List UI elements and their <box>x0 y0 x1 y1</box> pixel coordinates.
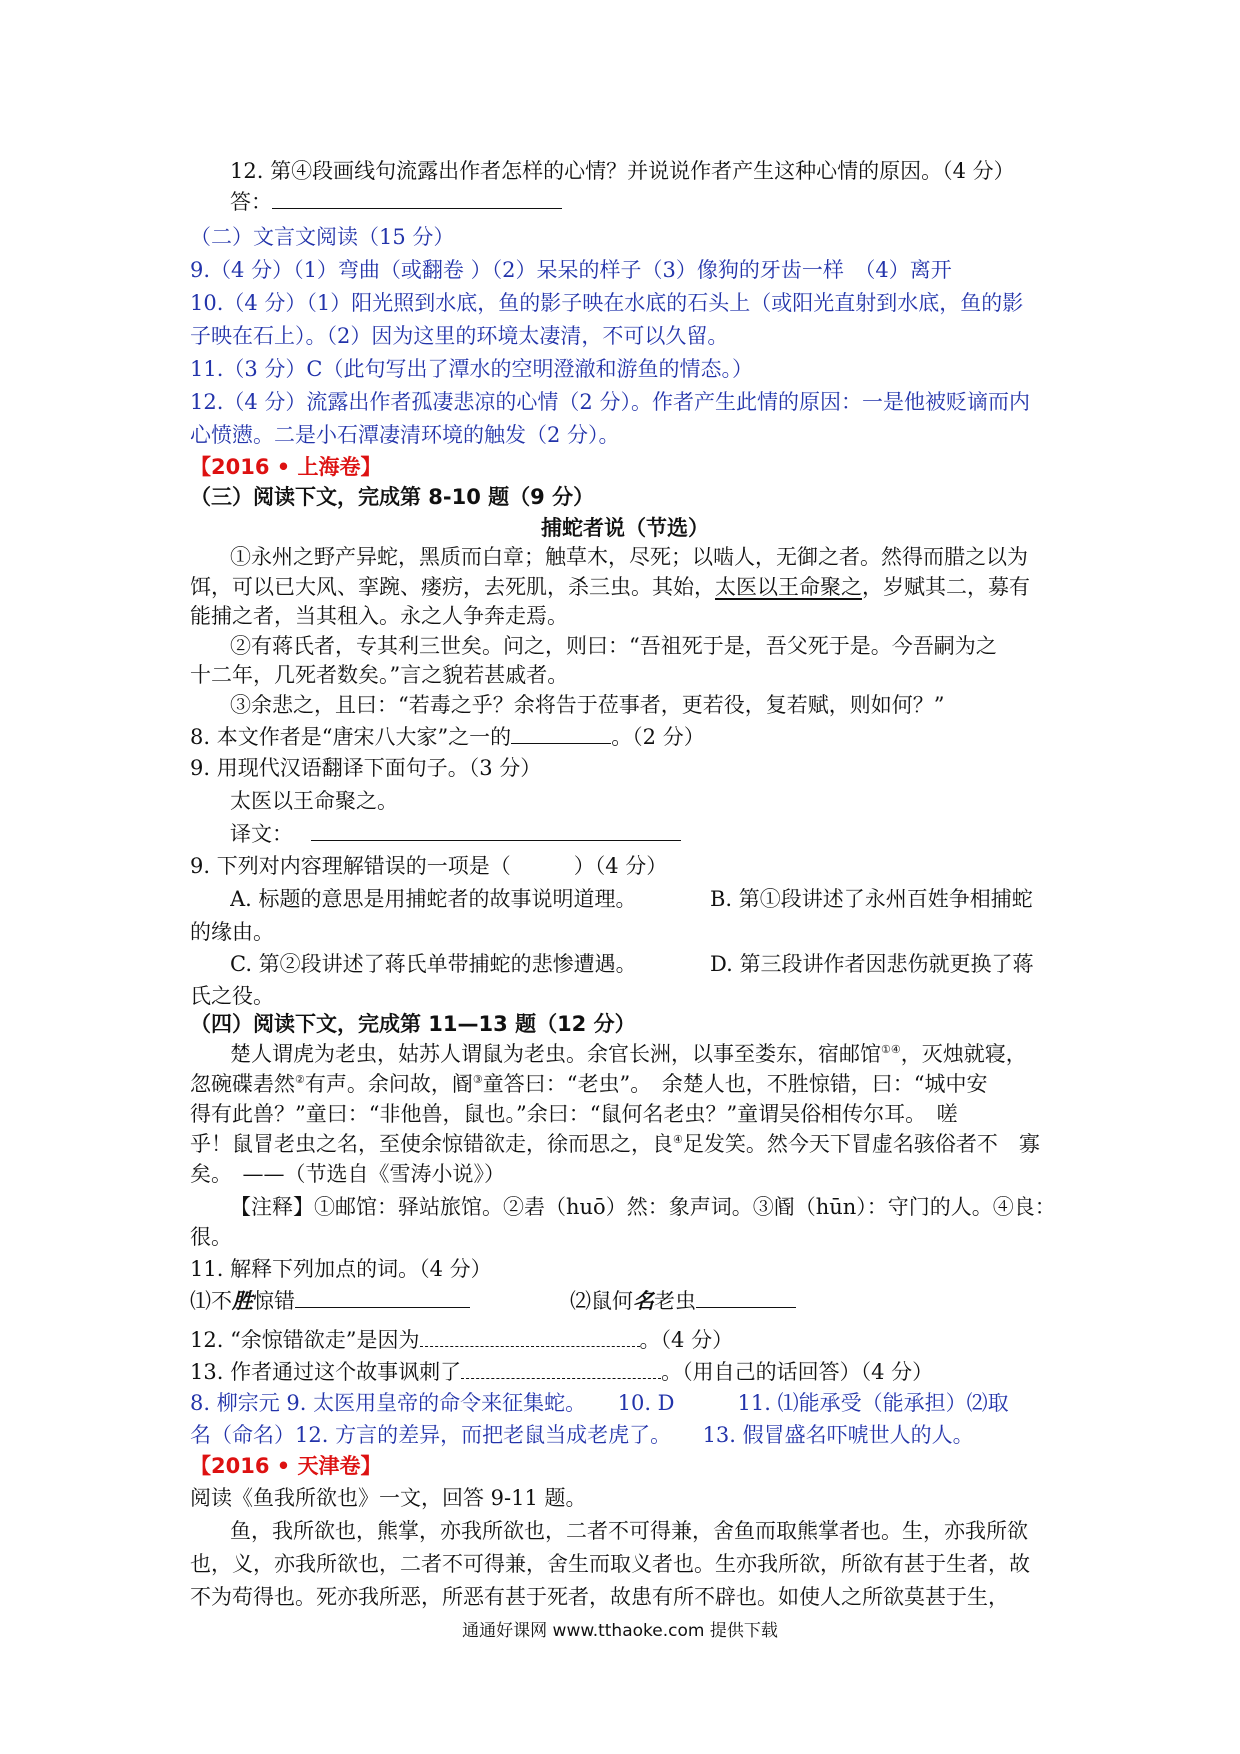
answer-blank[interactable] <box>272 186 562 209</box>
option-d-cont: 氏之役。 <box>190 984 274 1008</box>
section4-p-line1: 楚人谓虎为老虫，姑苏人谓鼠为老虫。余官长洲，以事至娄东，宿邮馆①④，灭烛就寝， <box>230 1042 1027 1066</box>
passage-title: 捕蛇者说（节选） <box>541 516 709 540</box>
section4-p-line4: 乎！鼠冒老虫之名，至使余惊错欲走，徐而思之，良④足发笑。然今天下冒虚名骇俗者不 寡 <box>190 1132 1040 1156</box>
question-8: 8. 本文作者是“唐宋八大家”之一的 。（2 分） <box>190 721 1060 752</box>
tianjin-p-line2: 也，义，亦我所欲也，二者不可得兼，舍生而取义者也。生亦我所欲，所欲有甚于生者，故 <box>190 1552 1030 1576</box>
answer-label: 答： <box>230 190 272 214</box>
tianjin-tag: 【2016 • 天津卷】 <box>190 1454 382 1478</box>
passage-p1-line3: 能捕之者，当其租入。永之人争奔走焉。 <box>190 604 568 628</box>
section4-answers-line2: 名（命名）12. 方言的差异，而把老鼠当成老虎了。 13. 假冒盛名吓唬世人的人。 <box>190 1423 974 1447</box>
tianjin-intro: 阅读《鱼我所欲也》一文，回答 9-11 题。 <box>190 1486 587 1510</box>
answer-11: 11.（3 分）C（此句写出了潭水的空明澄澈和游鱼的情态。） <box>190 357 753 381</box>
question-11: 11. 解释下列加点的词。（4 分） <box>190 1257 492 1281</box>
question-9-sentence: 太医以王命聚之。 <box>230 789 398 813</box>
section2-heading: （二）文言文阅读（15 分） <box>190 225 455 249</box>
page-footer: 通通好课网 www.tthaoke.com 提供下载 <box>462 1621 778 1641</box>
question-12-prev: 12. 第④段画线句流露出作者怎样的心情？并说说作者产生这种心情的原因。（4 分） <box>230 159 1015 183</box>
passage-p3: ③余悲之，且曰：“若毒之乎？余将告于莅事者，更若役，复若赋，则如何？” <box>230 693 945 717</box>
notes-line1: 【注释】①邮馆：驿站旅馆。②砉（huō）然：象声词。③阍（hūn）：守门的人。④良： <box>230 1195 1056 1219</box>
underlined-sentence: 太医以王命聚之 <box>715 575 862 599</box>
question-12: 12. “余惊错欲走”是因为 。（4 分） <box>190 1324 1060 1355</box>
tianjin-p-line3: 不为苟得也。死亦我所恶，所恶有甚于死者，故患有所不辟也。如使人之所欲莫甚于生， <box>190 1585 1009 1609</box>
answer-blank-11-2[interactable] <box>696 1285 796 1308</box>
question-13: 13. 作者通过这个故事讽刺了 。（用自己的话回答）（4 分） <box>190 1356 1060 1387</box>
section4-heading: （四）阅读下文，完成第 11—13 题（12 分） <box>190 1012 636 1036</box>
answer-12-line2: 心愤懑。二是小石潭凄清环境的触发（2 分）。 <box>190 423 620 447</box>
passage-p1-line1: ①永州之野产异蛇，黑质而白章；触草木，尽死；以啮人，无御之者。然得而腊之以为 <box>230 545 1028 569</box>
section4-p-line3: 得有此兽？”童曰：“非他兽，鼠也。”余曰：“鼠何名老虫？”童谓吴俗相传尔耳。 嗟 <box>190 1102 958 1126</box>
answer-12-line1: 12.（4 分）流露出作者孤凄悲凉的心情（2 分）。作者产生此情的原因：一是他被贬谪而内 <box>190 390 1030 414</box>
passage-p2-line1: ②有蒋氏者，专其利三世矣。问之，则曰：“吾祖死于是，吾父死于是。今吾嗣为之 <box>230 634 997 658</box>
option-d: D. 第三段讲作者因悲伤就更换了蒋 <box>710 952 1034 976</box>
option-c: C. 第②段讲述了蒋氏单带捕蛇的悲惨遭遇。 <box>230 952 637 976</box>
question-11-item1: ⑴不胜惊错 <box>190 1285 570 1316</box>
tianjin-p-line1: 鱼，我所欲也，熊掌，亦我所欲也，二者不可得兼，舍鱼而取熊掌者也。生，亦我所欲 <box>230 1519 1028 1543</box>
answer-blank-11-1[interactable] <box>295 1285 470 1308</box>
option-b-cont: 的缘由。 <box>190 920 274 944</box>
shanghai-tag: 【2016 • 上海卷】 <box>190 455 382 479</box>
question-10: 9. 下列对内容理解错误的一项是（ ）（4 分） <box>190 854 668 878</box>
answer-blank-9[interactable] <box>311 818 681 841</box>
passage-p2-line2: 十二年，几死者数矣。”言之貌若甚戚者。 <box>190 663 569 687</box>
section4-answers-line1: 8. 柳宗元 9. 太医用皇帝的命令来征集蛇。 10. D 11. ⑴能承受（能承担）⑵取 <box>190 1391 1009 1415</box>
answer-blank-8[interactable] <box>511 721 611 744</box>
option-a: A. 标题的意思是用捕蛇者的故事说明道理。 <box>230 887 637 911</box>
answer-9: 9.（4 分）（1）弯曲（或翻卷 ）（2）呆呆的样子（3）像狗的牙齿一样 （4）离开 <box>190 258 952 282</box>
question-11-items <box>190 1285 1060 1316</box>
section4-p-line2: 忽碗碟砉然②有声。余问故，阍③童答曰：“老虫”。 余楚人也，不胜惊错，曰：“城中安 <box>190 1072 988 1096</box>
option-b: B. 第①段讲述了永州百姓争相捕蛇 <box>710 887 1033 911</box>
answer-10-line1: 10.（4 分）（1）阳光照到水底，鱼的影子映在水底的石头上（或阳光直射到水底，鱼的影 <box>190 291 1024 315</box>
question-11-item2: ⑵鼠何名老虫 <box>570 1289 796 1313</box>
section3-heading: （三）阅读下文，完成第 8-10 题（9 分） <box>190 485 595 509</box>
answer-10-line2: 子映在石上）。（2）因为这里的环境太凄清，不可以久留。 <box>190 324 729 348</box>
answer-blank-13[interactable] <box>461 1356 661 1379</box>
section4-p-line5: 矣。 ——（节选自《雪涛小说》） <box>190 1162 505 1186</box>
answer-blank-12[interactable] <box>420 1324 640 1347</box>
answer-line-12 <box>230 186 1060 217</box>
question-9: 9. 用现代汉语翻译下面句子。（3 分） <box>190 756 542 780</box>
notes-line2: 很。 <box>190 1225 232 1249</box>
passage-p1-line2: 饵，可以已大风、挛踠、瘘疠，去死肌，杀三虫。其始，太医以王命聚之，岁赋其二，募有 <box>190 575 1030 599</box>
question-9-translation: 译文： <box>230 818 1060 849</box>
